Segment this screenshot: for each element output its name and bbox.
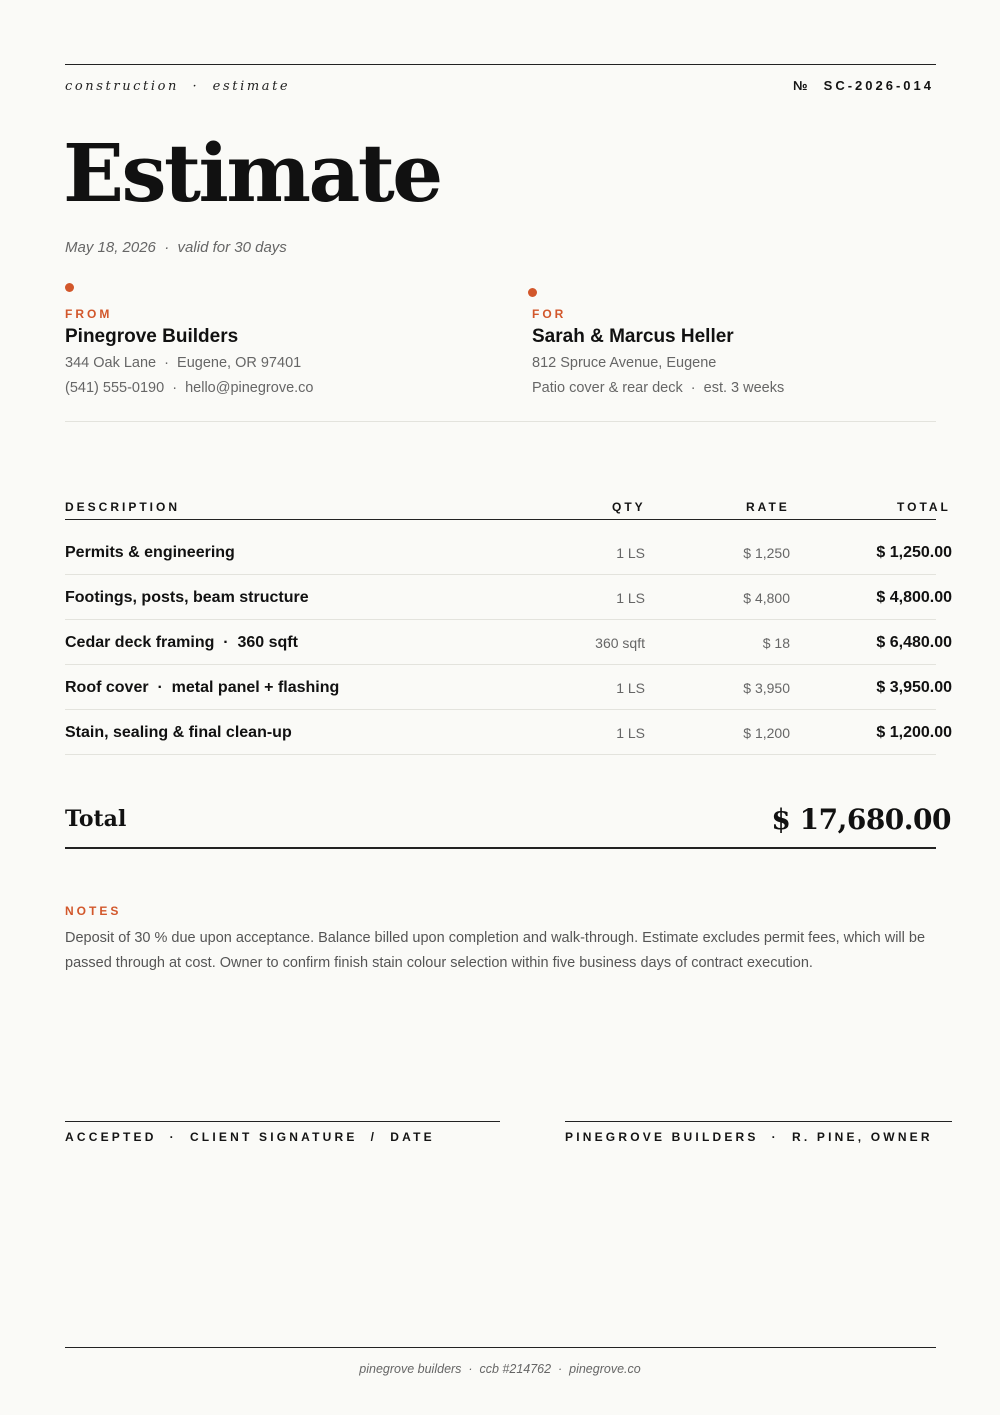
row-qty: 1 LS <box>616 590 645 606</box>
for-dot-icon <box>528 288 537 297</box>
row-total: $ 1,200.00 <box>876 724 952 741</box>
for-address: 812 Spruce Avenue, Eugene <box>532 355 717 371</box>
client-signature-label: ACCEPTED · CLIENT SIGNATURE / DATE <box>65 1130 435 1144</box>
from-dot-icon <box>65 283 74 292</box>
notes-label: NOTES <box>65 904 122 918</box>
row-divider <box>65 754 936 755</box>
row-description: Stain, sealing & final clean-up <box>65 724 292 741</box>
row-total: $ 6,480.00 <box>876 634 952 651</box>
row-rate: $ 1,200 <box>743 725 790 741</box>
row-rate: $ 4,800 <box>743 590 790 606</box>
total-label: Total <box>65 806 127 832</box>
for-project: Patio cover & rear deck · est. 3 weeks <box>532 380 785 396</box>
from-name: Pinegrove Builders <box>65 326 239 347</box>
client-signature-line <box>65 1121 500 1122</box>
total-rule <box>65 847 936 849</box>
column-header-qty: QTY <box>612 500 646 514</box>
row-total: $ 4,800.00 <box>876 589 952 606</box>
row-total: $ 1,250.00 <box>876 544 952 561</box>
column-header-total: TOTAL <box>897 500 951 514</box>
document-kicker: construction · estimate <box>65 79 291 94</box>
date-validity: May 18, 2026 · valid for 30 days <box>65 239 287 256</box>
from-address: 344 Oak Lane · Eugene, OR 97401 <box>65 355 302 371</box>
row-description: Footings, posts, beam structure <box>65 589 309 606</box>
column-header-rate: RATE <box>746 500 790 514</box>
row-qty: 360 sqft <box>595 635 645 651</box>
top-rule <box>65 64 936 65</box>
footer-rule <box>65 1347 936 1348</box>
parties-divider <box>65 421 936 422</box>
table-row <box>65 575 952 620</box>
for-label: FOR <box>532 307 567 321</box>
document-number: № SC-2026-014 <box>792 78 934 93</box>
row-rate: $ 18 <box>762 635 790 651</box>
page-title: Estimate <box>63 126 441 220</box>
footer-text: pinegrove builders · ccb #214762 · pinegrove.co <box>359 1362 641 1376</box>
row-description: Roof cover · metal panel + flashing <box>65 679 340 696</box>
table-row <box>65 665 952 710</box>
notes-body: Deposit of 30 % due upon acceptance. Balance billed upon completion and walk-through. Estimate excludes permit fees, which will be passed through at cost. Owner to confirm finish stain colour selection within five business days of contract execution. <box>65 930 926 971</box>
for-name: Sarah & Marcus Heller <box>532 326 734 347</box>
row-rate: $ 1,250 <box>743 545 790 561</box>
row-rate: $ 3,950 <box>743 680 790 696</box>
row-qty: 1 LS <box>616 680 645 696</box>
table-row <box>65 530 952 575</box>
total-value: $ 17,680.00 <box>771 803 951 836</box>
contractor-signature-label: PINEGROVE BUILDERS · R. PINE, OWNER <box>565 1130 933 1144</box>
from-label: FROM <box>65 307 113 321</box>
table-header-rule <box>65 519 936 520</box>
column-header-description: DESCRIPTION <box>65 500 181 514</box>
from-contact: (541) 555-0190 · hello@pinegrove.co <box>65 380 314 396</box>
row-description: Permits & engineering <box>65 544 235 561</box>
table-row <box>65 710 952 755</box>
row-total: $ 3,950.00 <box>876 679 952 696</box>
table-row <box>65 620 952 665</box>
contractor-signature-line <box>565 1121 952 1122</box>
row-description: Cedar deck framing · 360 sqft <box>65 634 298 651</box>
row-qty: 1 LS <box>616 545 645 561</box>
row-qty: 1 LS <box>616 725 645 741</box>
